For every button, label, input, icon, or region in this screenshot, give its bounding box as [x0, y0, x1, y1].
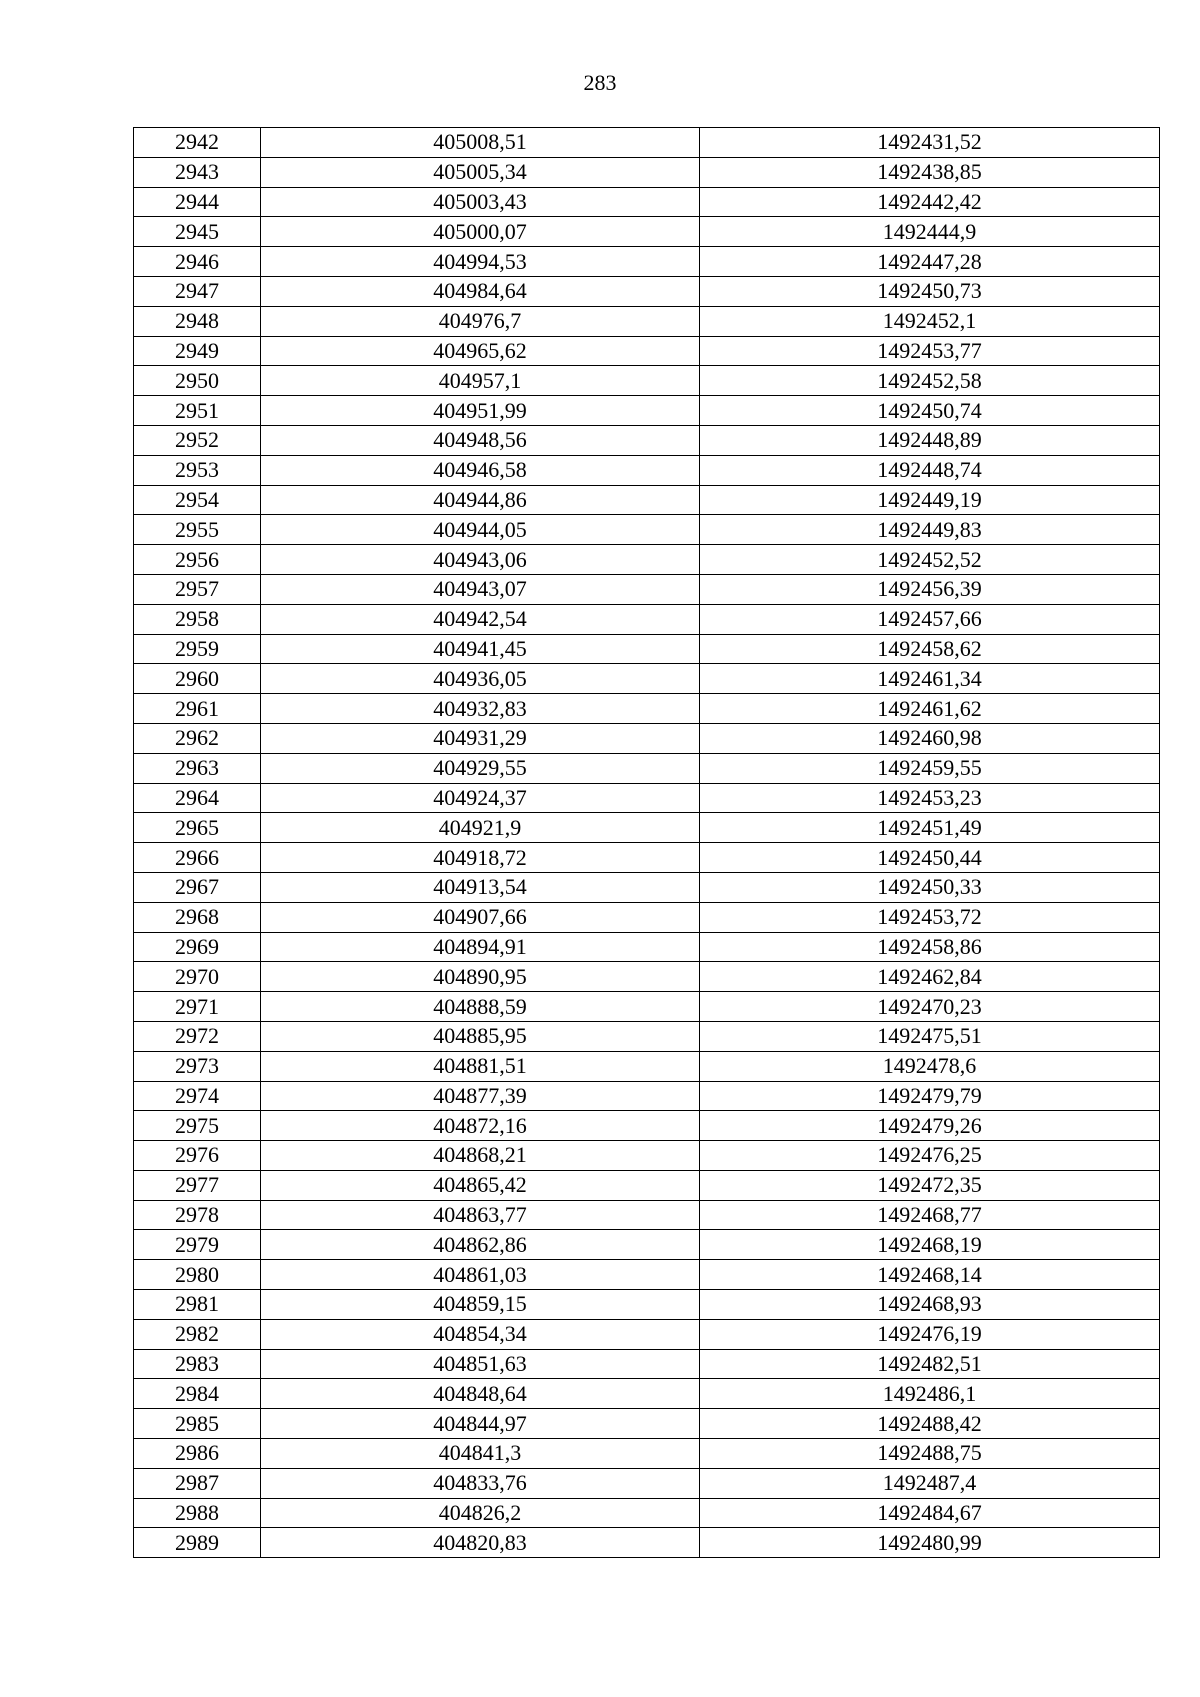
x-coordinate-cell: 404946,58 — [261, 455, 700, 485]
y-coordinate-cell: 1492468,93 — [700, 1290, 1160, 1320]
point-number-cell: 2973 — [134, 1051, 261, 1081]
point-number-cell: 2951 — [134, 396, 261, 426]
x-coordinate-cell: 405005,34 — [261, 157, 700, 187]
table-row — [134, 992, 1160, 1022]
table-row — [134, 1528, 1160, 1558]
y-coordinate-cell: 1492448,89 — [700, 425, 1160, 455]
table-row — [134, 664, 1160, 694]
y-coordinate-cell: 1492476,19 — [700, 1319, 1160, 1349]
x-coordinate-cell: 405008,51 — [261, 128, 700, 158]
y-coordinate-cell: 1492450,44 — [700, 843, 1160, 873]
point-number-cell: 2974 — [134, 1081, 261, 1111]
table-row — [134, 753, 1160, 783]
table-row — [134, 932, 1160, 962]
point-number-cell: 2945 — [134, 217, 261, 247]
x-coordinate-cell: 405000,07 — [261, 217, 700, 247]
point-number-cell: 2968 — [134, 902, 261, 932]
point-number-cell: 2958 — [134, 604, 261, 634]
x-coordinate-cell: 404951,99 — [261, 396, 700, 426]
x-coordinate-cell: 404931,29 — [261, 723, 700, 753]
x-coordinate-cell: 404929,55 — [261, 753, 700, 783]
y-coordinate-cell: 1492442,42 — [700, 187, 1160, 217]
table-row — [134, 1260, 1160, 1290]
point-number-cell: 2986 — [134, 1439, 261, 1469]
table-row — [134, 217, 1160, 247]
table-row — [134, 187, 1160, 217]
y-coordinate-cell: 1492450,74 — [700, 396, 1160, 426]
y-coordinate-cell: 1492488,75 — [700, 1439, 1160, 1469]
table-row — [134, 1319, 1160, 1349]
x-coordinate-cell: 404872,16 — [261, 1111, 700, 1141]
point-number-cell: 2952 — [134, 425, 261, 455]
point-number-cell: 2946 — [134, 247, 261, 277]
x-coordinate-cell: 404943,07 — [261, 574, 700, 604]
point-number-cell: 2967 — [134, 872, 261, 902]
table-row — [134, 1200, 1160, 1230]
x-coordinate-cell: 404994,53 — [261, 247, 700, 277]
point-number-cell: 2956 — [134, 545, 261, 575]
point-number-cell: 2989 — [134, 1528, 261, 1558]
x-coordinate-cell: 404913,54 — [261, 872, 700, 902]
table-row — [134, 1409, 1160, 1439]
point-number-cell: 2950 — [134, 366, 261, 396]
point-number-cell: 2949 — [134, 336, 261, 366]
point-number-cell: 2969 — [134, 932, 261, 962]
y-coordinate-cell: 1492478,6 — [700, 1051, 1160, 1081]
y-coordinate-cell: 1492450,73 — [700, 276, 1160, 306]
point-number-cell: 2944 — [134, 187, 261, 217]
table-row — [134, 813, 1160, 843]
x-coordinate-cell: 404924,37 — [261, 783, 700, 813]
y-coordinate-cell: 1492479,79 — [700, 1081, 1160, 1111]
x-coordinate-cell: 404943,06 — [261, 545, 700, 575]
y-coordinate-cell: 1492453,72 — [700, 902, 1160, 932]
table-row — [134, 276, 1160, 306]
y-coordinate-cell: 1492457,66 — [700, 604, 1160, 634]
y-coordinate-cell: 1492487,4 — [700, 1468, 1160, 1498]
table-row — [134, 1498, 1160, 1528]
point-number-cell: 2959 — [134, 634, 261, 664]
y-coordinate-cell: 1492458,62 — [700, 634, 1160, 664]
y-coordinate-cell: 1492431,52 — [700, 128, 1160, 158]
y-coordinate-cell: 1492448,74 — [700, 455, 1160, 485]
x-coordinate-cell: 404854,34 — [261, 1319, 700, 1349]
x-coordinate-cell: 404885,95 — [261, 1021, 700, 1051]
table-row — [134, 247, 1160, 277]
y-coordinate-cell: 1492461,62 — [700, 694, 1160, 724]
x-coordinate-cell: 404907,66 — [261, 902, 700, 932]
table-row — [134, 455, 1160, 485]
table-row — [134, 1230, 1160, 1260]
point-number-cell: 2978 — [134, 1200, 261, 1230]
table-row — [134, 515, 1160, 545]
y-coordinate-cell: 1492479,26 — [700, 1111, 1160, 1141]
x-coordinate-cell: 404957,1 — [261, 366, 700, 396]
point-number-cell: 2977 — [134, 1170, 261, 1200]
y-coordinate-cell: 1492452,58 — [700, 366, 1160, 396]
point-number-cell: 2961 — [134, 694, 261, 724]
y-coordinate-cell: 1492456,39 — [700, 574, 1160, 604]
point-number-cell: 2966 — [134, 843, 261, 873]
table-row — [134, 694, 1160, 724]
y-coordinate-cell: 1492453,77 — [700, 336, 1160, 366]
table-row — [134, 604, 1160, 634]
y-coordinate-cell: 1492470,23 — [700, 992, 1160, 1022]
x-coordinate-cell: 404862,86 — [261, 1230, 700, 1260]
y-coordinate-cell: 1492449,83 — [700, 515, 1160, 545]
table-row — [134, 157, 1160, 187]
point-number-cell: 2948 — [134, 306, 261, 336]
table-row — [134, 783, 1160, 813]
point-number-cell: 2957 — [134, 574, 261, 604]
table-row — [134, 902, 1160, 932]
point-number-cell: 2964 — [134, 783, 261, 813]
x-coordinate-cell: 404865,42 — [261, 1170, 700, 1200]
table-row — [134, 1111, 1160, 1141]
table-row — [134, 425, 1160, 455]
coordinates-table-body — [134, 128, 1160, 1558]
table-row — [134, 1170, 1160, 1200]
x-coordinate-cell: 404826,2 — [261, 1498, 700, 1528]
table-row — [134, 1081, 1160, 1111]
table-row — [134, 1141, 1160, 1171]
table-row — [134, 843, 1160, 873]
y-coordinate-cell: 1492447,28 — [700, 247, 1160, 277]
y-coordinate-cell: 1492460,98 — [700, 723, 1160, 753]
x-coordinate-cell: 404841,3 — [261, 1439, 700, 1469]
x-coordinate-cell: 404918,72 — [261, 843, 700, 873]
x-coordinate-cell: 404848,64 — [261, 1379, 700, 1409]
point-number-cell: 2947 — [134, 276, 261, 306]
y-coordinate-cell: 1492475,51 — [700, 1021, 1160, 1051]
point-number-cell: 2985 — [134, 1409, 261, 1439]
table-row — [134, 1290, 1160, 1320]
table-row — [134, 1021, 1160, 1051]
y-coordinate-cell: 1492459,55 — [700, 753, 1160, 783]
y-coordinate-cell: 1492468,14 — [700, 1260, 1160, 1290]
x-coordinate-cell: 404932,83 — [261, 694, 700, 724]
table-row — [134, 574, 1160, 604]
point-number-cell: 2953 — [134, 455, 261, 485]
y-coordinate-cell: 1492488,42 — [700, 1409, 1160, 1439]
point-number-cell: 2981 — [134, 1290, 261, 1320]
x-coordinate-cell: 404942,54 — [261, 604, 700, 634]
page-number: 283 — [583, 70, 617, 95]
point-number-cell: 2962 — [134, 723, 261, 753]
point-number-cell: 2954 — [134, 485, 261, 515]
point-number-cell: 2943 — [134, 157, 261, 187]
table-row — [134, 485, 1160, 515]
table-row — [134, 1349, 1160, 1379]
point-number-cell: 2980 — [134, 1260, 261, 1290]
point-number-cell: 2942 — [134, 128, 261, 158]
point-number-cell: 2972 — [134, 1021, 261, 1051]
y-coordinate-cell: 1492444,9 — [700, 217, 1160, 247]
point-number-cell: 2979 — [134, 1230, 261, 1260]
y-coordinate-cell: 1492452,1 — [700, 306, 1160, 336]
y-coordinate-cell: 1492482,51 — [700, 1349, 1160, 1379]
point-number-cell: 2971 — [134, 992, 261, 1022]
x-coordinate-cell: 404976,7 — [261, 306, 700, 336]
table-row — [134, 1379, 1160, 1409]
x-coordinate-cell: 404941,45 — [261, 634, 700, 664]
y-coordinate-cell: 1492468,77 — [700, 1200, 1160, 1230]
table-row — [134, 962, 1160, 992]
table-row — [134, 1051, 1160, 1081]
point-number-cell: 2960 — [134, 664, 261, 694]
x-coordinate-cell: 404936,05 — [261, 664, 700, 694]
table-row — [134, 396, 1160, 426]
x-coordinate-cell: 405003,43 — [261, 187, 700, 217]
y-coordinate-cell: 1492458,86 — [700, 932, 1160, 962]
table-row — [134, 723, 1160, 753]
table-row — [134, 128, 1160, 158]
point-number-cell: 2987 — [134, 1468, 261, 1498]
y-coordinate-cell: 1492486,1 — [700, 1379, 1160, 1409]
table-row — [134, 366, 1160, 396]
point-number-cell: 2983 — [134, 1349, 261, 1379]
point-number-cell: 2982 — [134, 1319, 261, 1349]
table-row — [134, 545, 1160, 575]
x-coordinate-cell: 404877,39 — [261, 1081, 700, 1111]
table-row — [134, 872, 1160, 902]
point-number-cell: 2955 — [134, 515, 261, 545]
x-coordinate-cell: 404844,97 — [261, 1409, 700, 1439]
x-coordinate-cell: 404948,56 — [261, 425, 700, 455]
point-number-cell: 2975 — [134, 1111, 261, 1141]
table-row — [134, 1468, 1160, 1498]
x-coordinate-cell: 404888,59 — [261, 992, 700, 1022]
table-row — [134, 1439, 1160, 1469]
y-coordinate-cell: 1492480,99 — [700, 1528, 1160, 1558]
x-coordinate-cell: 404851,63 — [261, 1349, 700, 1379]
x-coordinate-cell: 404890,95 — [261, 962, 700, 992]
y-coordinate-cell: 1492450,33 — [700, 872, 1160, 902]
x-coordinate-cell: 404944,86 — [261, 485, 700, 515]
table-row — [134, 306, 1160, 336]
y-coordinate-cell: 1492476,25 — [700, 1141, 1160, 1171]
y-coordinate-cell: 1492438,85 — [700, 157, 1160, 187]
y-coordinate-cell: 1492468,19 — [700, 1230, 1160, 1260]
point-number-cell: 2988 — [134, 1498, 261, 1528]
table-row — [134, 634, 1160, 664]
y-coordinate-cell: 1492451,49 — [700, 813, 1160, 843]
point-number-cell: 2984 — [134, 1379, 261, 1409]
x-coordinate-cell: 404894,91 — [261, 932, 700, 962]
x-coordinate-cell: 404944,05 — [261, 515, 700, 545]
x-coordinate-cell: 404921,9 — [261, 813, 700, 843]
y-coordinate-cell: 1492472,35 — [700, 1170, 1160, 1200]
y-coordinate-cell: 1492462,84 — [700, 962, 1160, 992]
x-coordinate-cell: 404881,51 — [261, 1051, 700, 1081]
x-coordinate-cell: 404820,83 — [261, 1528, 700, 1558]
x-coordinate-cell: 404861,03 — [261, 1260, 700, 1290]
x-coordinate-cell: 404984,64 — [261, 276, 700, 306]
x-coordinate-cell: 404833,76 — [261, 1468, 700, 1498]
coordinates-table — [133, 127, 1160, 1558]
x-coordinate-cell: 404868,21 — [261, 1141, 700, 1171]
point-number-cell: 2976 — [134, 1141, 261, 1171]
y-coordinate-cell: 1492453,23 — [700, 783, 1160, 813]
x-coordinate-cell: 404965,62 — [261, 336, 700, 366]
x-coordinate-cell: 404863,77 — [261, 1200, 700, 1230]
x-coordinate-cell: 404859,15 — [261, 1290, 700, 1320]
point-number-cell: 2965 — [134, 813, 261, 843]
table-row — [134, 336, 1160, 366]
y-coordinate-cell: 1492449,19 — [700, 485, 1160, 515]
y-coordinate-cell: 1492461,34 — [700, 664, 1160, 694]
y-coordinate-cell: 1492452,52 — [700, 545, 1160, 575]
point-number-cell: 2963 — [134, 753, 261, 783]
point-number-cell: 2970 — [134, 962, 261, 992]
y-coordinate-cell: 1492484,67 — [700, 1498, 1160, 1528]
